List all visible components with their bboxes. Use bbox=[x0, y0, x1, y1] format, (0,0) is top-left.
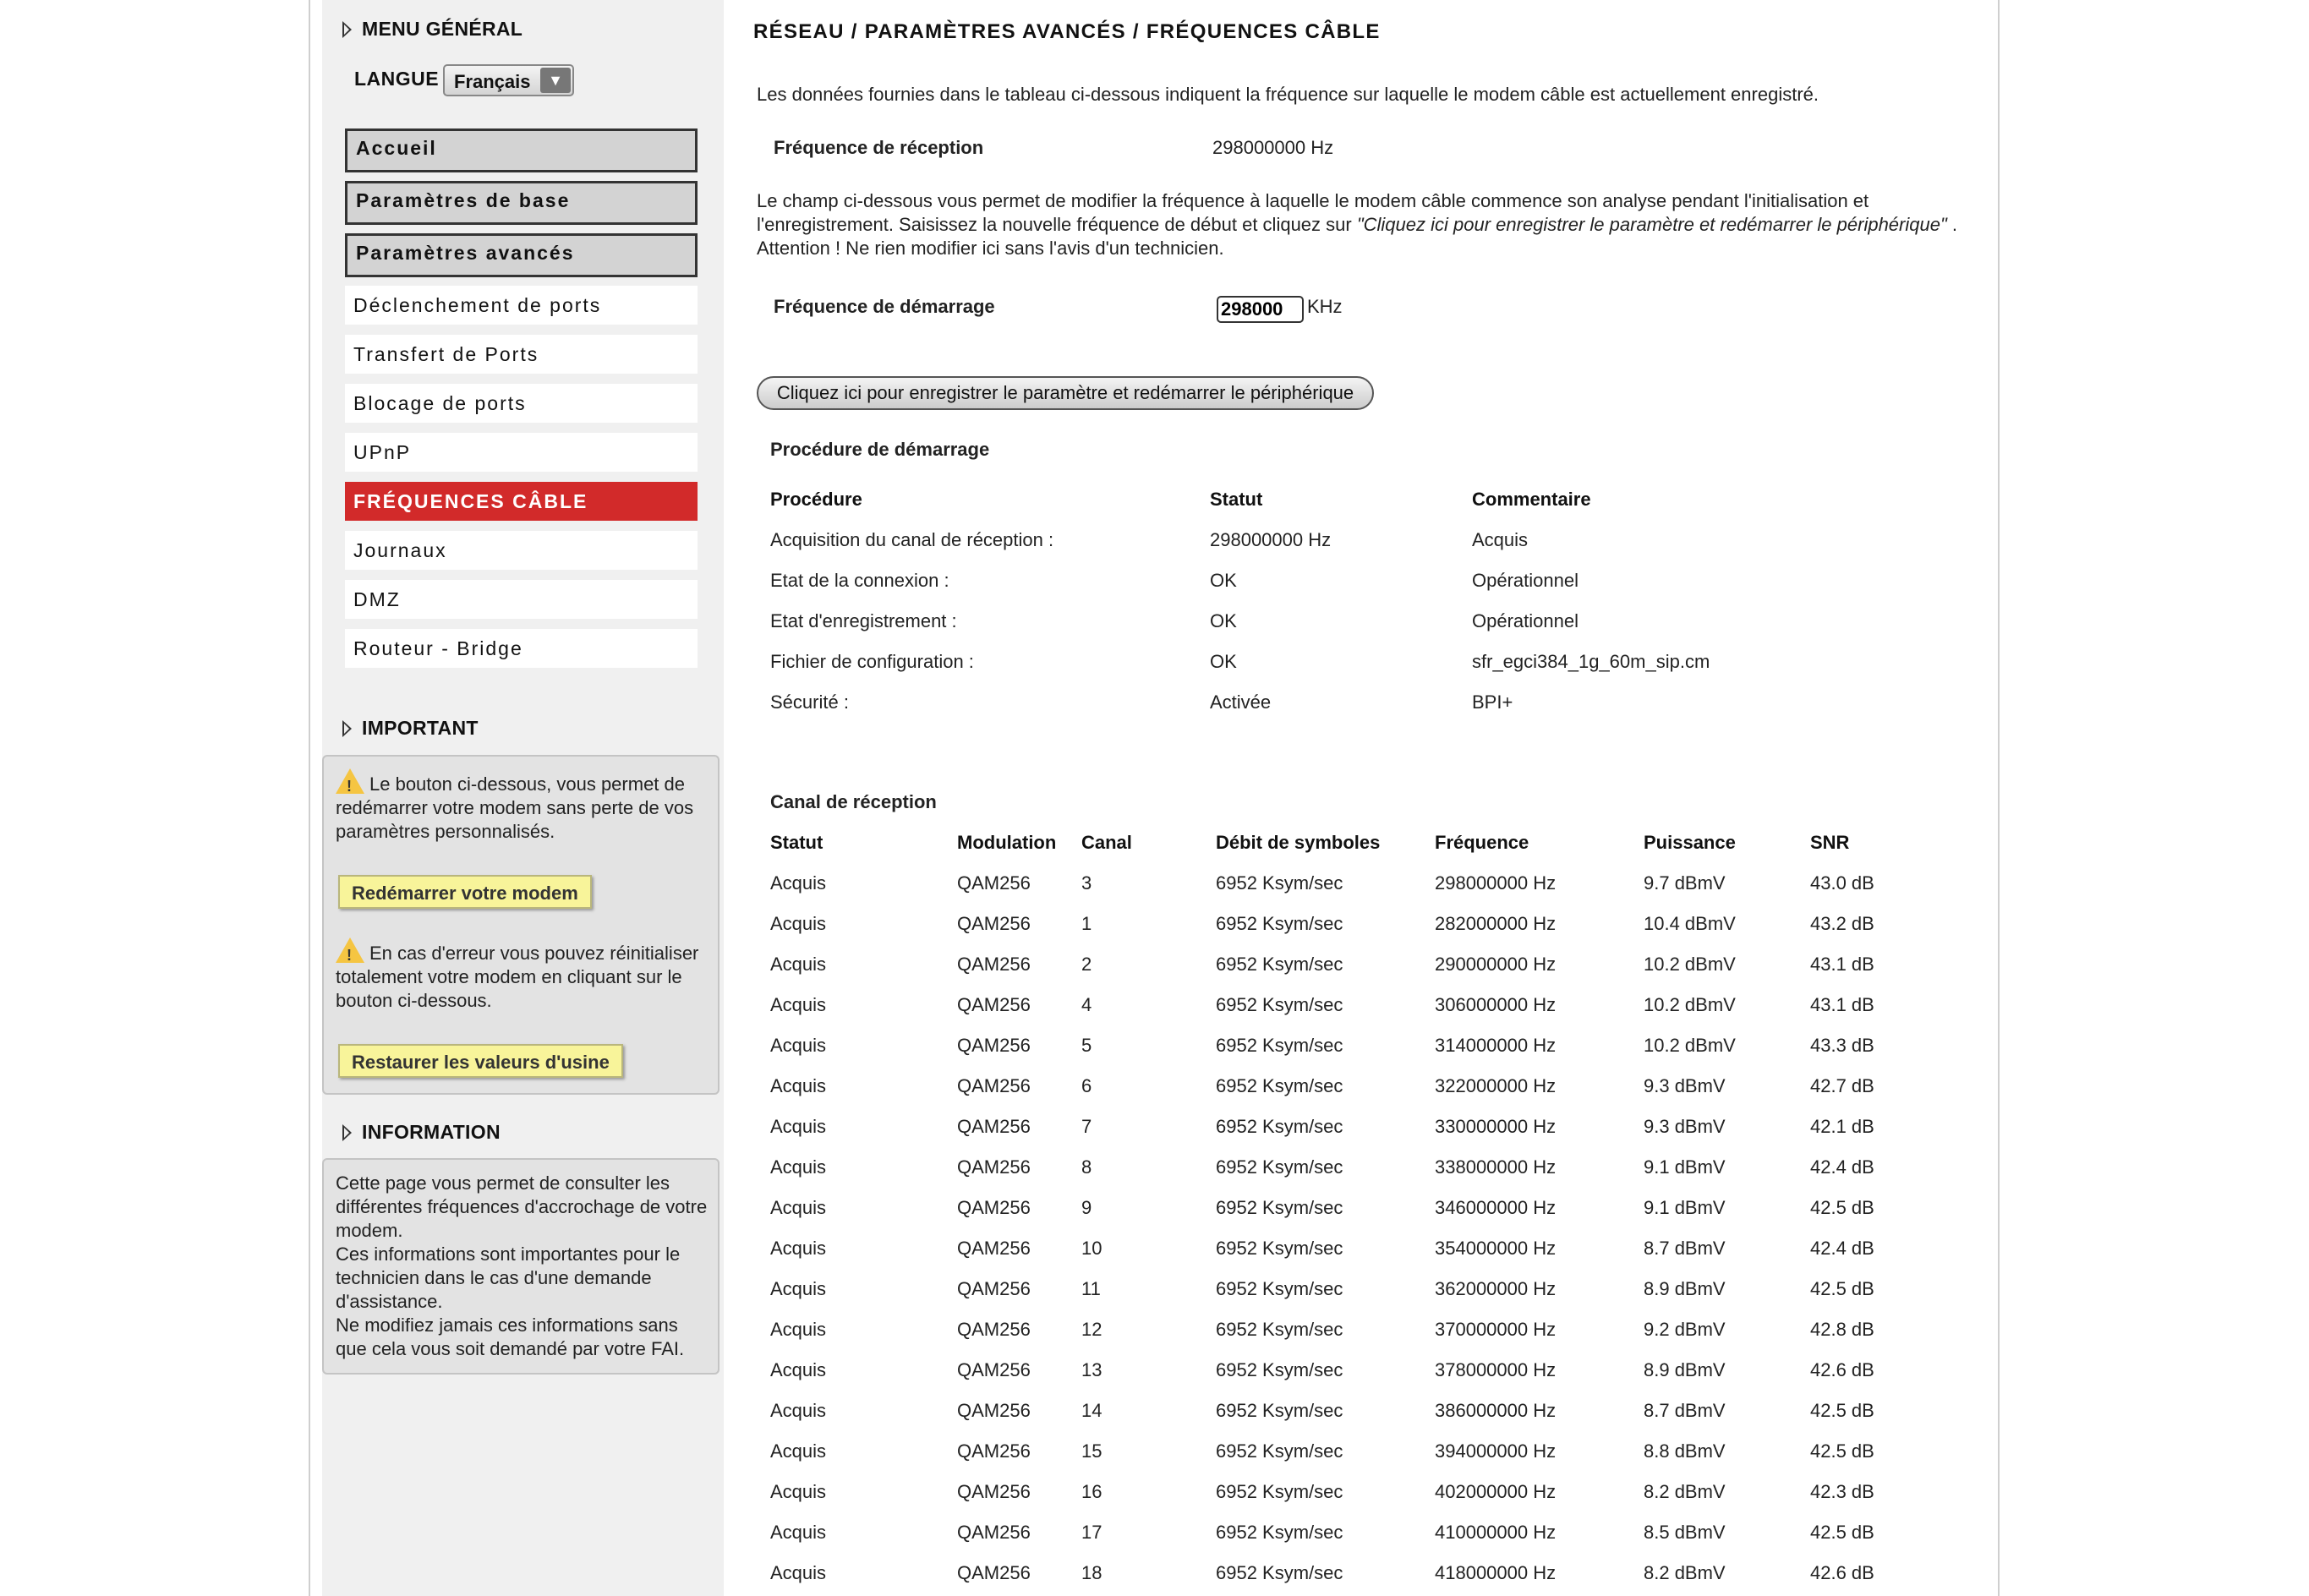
downstream-table-cell: 6952 Ksym/sec bbox=[1216, 872, 1343, 894]
downstream-table-cell: Acquis bbox=[770, 1035, 827, 1056]
warning-icon: ! bbox=[336, 768, 364, 794]
downstream-table-cell: 42.5 dB bbox=[1810, 1197, 1874, 1218]
downstream-table-cell: 42.7 dB bbox=[1810, 1075, 1874, 1096]
downstream-section-title: Canal de réception bbox=[770, 791, 937, 812]
downstream-table-cell: 330000000 Hz bbox=[1435, 1116, 1557, 1137]
downstream-table-header: Débit de symboles bbox=[1216, 832, 1381, 853]
startup-table-cell: Acquis bbox=[1472, 529, 1529, 550]
restart-info: ! Le bouton ci-dessous, vous permet de redémarrer votre modem sans perte de vos paramètres personnalisés. bbox=[336, 768, 708, 844]
factory-reset-button[interactable]: Restaurer les valeurs d'usine bbox=[338, 1044, 623, 1078]
downstream-table-header: SNR bbox=[1810, 832, 1850, 853]
startup-table-header: Procédure bbox=[770, 489, 862, 510]
downstream-table-cell: 4 bbox=[1081, 994, 1092, 1015]
downstream-table-cell: QAM256 bbox=[957, 1075, 1031, 1096]
save-and-restart-button[interactable]: Cliquez ici pour enregistrer le paramètre et redémarrer le périphérique bbox=[757, 376, 1374, 410]
downstream-table-cell: Acquis bbox=[770, 1440, 827, 1462]
downstream-table-cell: 43.0 dB bbox=[1810, 872, 1874, 894]
downstream-table-cell: QAM256 bbox=[957, 872, 1031, 894]
startup-table-cell: OK bbox=[1210, 610, 1237, 631]
downstream-table-cell: 9.7 dBmV bbox=[1644, 872, 1726, 894]
downstream-table-cell: QAM256 bbox=[957, 1238, 1031, 1259]
downstream-table-cell: 6952 Ksym/sec bbox=[1216, 1400, 1343, 1421]
downstream-table-cell: 418000000 Hz bbox=[1435, 1562, 1557, 1583]
downstream-table-cell: 42.5 dB bbox=[1810, 1400, 1874, 1421]
startup-table-cell: sfr_egci384_1g_60m_sip.cm bbox=[1472, 651, 1710, 672]
downstream-table-cell: QAM256 bbox=[957, 1116, 1031, 1137]
downstream-table-cell: 8.2 dBmV bbox=[1644, 1481, 1726, 1502]
downstream-table-cell: 8 bbox=[1081, 1156, 1092, 1178]
intro-text: Les données fournies dans le tableau ci-dessous indiquent la fréquence sur laquelle le modem câble est actuellement enregistré. bbox=[757, 84, 1819, 105]
downstream-table-cell: QAM256 bbox=[957, 1035, 1031, 1056]
downstream-table-cell: 8.9 dBmV bbox=[1644, 1359, 1726, 1380]
downstream-table-header: Statut bbox=[770, 832, 823, 853]
downstream-table-cell: 402000000 Hz bbox=[1435, 1481, 1557, 1502]
downstream-table-cell: Acquis bbox=[770, 1481, 827, 1502]
language-select[interactable] bbox=[443, 64, 574, 96]
downstream-table-cell: 6952 Ksym/sec bbox=[1216, 1562, 1343, 1583]
downstream-table-cell: Acquis bbox=[770, 1522, 827, 1543]
startup-table-cell: 298000000 Hz bbox=[1210, 529, 1332, 550]
downstream-table-cell: 10.4 dBmV bbox=[1644, 913, 1736, 934]
downstream-table-cell: 42.5 dB bbox=[1810, 1440, 1874, 1462]
downstream-table-cell: 10.2 dBmV bbox=[1644, 994, 1736, 1015]
downstream-table-cell: 8.2 dBmV bbox=[1644, 1562, 1726, 1583]
downstream-table-cell: QAM256 bbox=[957, 994, 1031, 1015]
startup-table-cell: Activée bbox=[1210, 691, 1272, 713]
sidebar-item-blocage-de-ports[interactable]: Blocage de ports bbox=[345, 384, 698, 423]
sidebar-item-parametres-avances[interactable]: Paramètres avancés bbox=[345, 233, 698, 277]
downstream-table-cell: 9.3 dBmV bbox=[1644, 1075, 1726, 1096]
downstream-table-cell: QAM256 bbox=[957, 1278, 1031, 1299]
sidebar-item-accueil[interactable]: Accueil bbox=[345, 128, 698, 172]
downstream-table-cell: 8.8 dBmV bbox=[1644, 1440, 1726, 1462]
downstream-table-cell: Acquis bbox=[770, 1400, 827, 1421]
downstream-table-cell: QAM256 bbox=[957, 1522, 1031, 1543]
downstream-table-cell: 282000000 Hz bbox=[1435, 913, 1557, 934]
downstream-table-cell: 10.2 dBmV bbox=[1644, 954, 1736, 975]
language-value: Français bbox=[454, 71, 531, 92]
downstream-table-cell: 6952 Ksym/sec bbox=[1216, 1319, 1343, 1340]
downstream-table-cell: 6952 Ksym/sec bbox=[1216, 954, 1343, 975]
page-title: RÉSEAU / PARAMÈTRES AVANCÉS / FRÉQUENCES CÂBLE bbox=[753, 20, 1381, 43]
downstream-table-cell: 10 bbox=[1081, 1238, 1103, 1259]
description-text: Le champ ci-dessous vous permet de modifier la fréquence à laquelle le modem câble commence son analyse pendant l'initialisation et l'enregistrement. Saisissez la nouvelle fréquence de début et cliquez sur "Cliquez ici pour enregistrer le paramètre et redémarrer le périphérique" . Attention ! Ne rien modifier ici sans l'avis d'un technicien. bbox=[757, 190, 1958, 259]
downstream-table-cell: 42.6 dB bbox=[1810, 1562, 1874, 1583]
downstream-table-cell: 322000000 Hz bbox=[1435, 1075, 1557, 1096]
downstream-table-cell: 43.1 dB bbox=[1810, 954, 1874, 975]
information-panel bbox=[322, 1158, 720, 1375]
triangle-right-icon bbox=[342, 21, 352, 38]
startup-section-title: Procédure de démarrage bbox=[770, 439, 990, 460]
chevron-down-icon: ▼ bbox=[540, 68, 571, 93]
menu-section-title: MENU GÉNÉRAL bbox=[342, 18, 523, 41]
downstream-table-header: Puissance bbox=[1644, 832, 1736, 853]
downstream-table-cell: 42.3 dB bbox=[1810, 1481, 1874, 1502]
sidebar-item-parametres-de-base[interactable]: Paramètres de base bbox=[345, 181, 698, 225]
start-freq-input[interactable] bbox=[1217, 296, 1304, 323]
downstream-table-cell: Acquis bbox=[770, 1156, 827, 1178]
downstream-table-cell: 6952 Ksym/sec bbox=[1216, 1481, 1343, 1502]
downstream-table-cell: 42.4 dB bbox=[1810, 1238, 1874, 1259]
downstream-table-cell: 42.8 dB bbox=[1810, 1319, 1874, 1340]
downstream-table-cell: 12 bbox=[1081, 1319, 1103, 1340]
downstream-table-cell: Acquis bbox=[770, 1238, 827, 1259]
downstream-table-cell: 6952 Ksym/sec bbox=[1216, 1238, 1343, 1259]
downstream-table-cell: QAM256 bbox=[957, 1440, 1031, 1462]
downstream-table-cell: 43.3 dB bbox=[1810, 1035, 1874, 1056]
downstream-table-cell: 8.7 dBmV bbox=[1644, 1400, 1726, 1421]
information-line: Ne modifiez jamais ces informations sans que cela vous soit demandé par votre FAI. bbox=[336, 1315, 685, 1359]
language-label: LANGUE bbox=[354, 68, 440, 90]
downstream-table-cell: QAM256 bbox=[957, 1400, 1031, 1421]
downstream-table-cell: 378000000 Hz bbox=[1435, 1359, 1557, 1380]
startup-table-cell: OK bbox=[1210, 570, 1237, 591]
downstream-table-cell: QAM256 bbox=[957, 1481, 1031, 1502]
downstream-table-cell: 9.3 dBmV bbox=[1644, 1116, 1726, 1137]
downstream-table-cell: 42.5 dB bbox=[1810, 1522, 1874, 1543]
downstream-table-cell: Acquis bbox=[770, 1359, 827, 1380]
downstream-table-cell: 314000000 Hz bbox=[1435, 1035, 1557, 1056]
downstream-table-cell: 9 bbox=[1081, 1197, 1092, 1218]
downstream-table-cell: 13 bbox=[1081, 1359, 1103, 1380]
start-freq-label: Fréquence de démarrage bbox=[774, 296, 995, 317]
downstream-table-cell: 42.1 dB bbox=[1810, 1116, 1874, 1137]
startup-table-header: Commentaire bbox=[1472, 489, 1591, 510]
downstream-table-cell: 6952 Ksym/sec bbox=[1216, 1440, 1343, 1462]
downstream-table-cell: 386000000 Hz bbox=[1435, 1400, 1557, 1421]
information-line: Ces informations sont importantes pour le technicien dans le cas d'une demande d'assistance. bbox=[336, 1243, 681, 1312]
downstream-table-cell: 16 bbox=[1081, 1481, 1103, 1502]
downstream-table-cell: QAM256 bbox=[957, 954, 1031, 975]
important-section-title: IMPORTANT bbox=[342, 717, 479, 740]
startup-table-cell: Opérationnel bbox=[1472, 610, 1579, 631]
downstream-table-cell: 9.1 dBmV bbox=[1644, 1156, 1726, 1178]
downstream-table-cell: Acquis bbox=[770, 994, 827, 1015]
startup-table-cell: Etat de la connexion : bbox=[770, 570, 949, 591]
sidebar-item-dmz[interactable]: DMZ bbox=[345, 580, 698, 619]
downstream-table-cell: 42.5 dB bbox=[1810, 1278, 1874, 1299]
sidebar-item-journaux[interactable]: Journaux bbox=[345, 531, 698, 570]
downstream-table-cell: 6952 Ksym/sec bbox=[1216, 1197, 1343, 1218]
downstream-table-cell: Acquis bbox=[770, 1562, 827, 1583]
downstream-table-cell: 370000000 Hz bbox=[1435, 1319, 1557, 1340]
downstream-table-cell: 9.1 dBmV bbox=[1644, 1197, 1726, 1218]
downstream-table-cell: 42.4 dB bbox=[1810, 1156, 1874, 1178]
downstream-table-header: Fréquence bbox=[1435, 832, 1529, 853]
downstream-table-cell: QAM256 bbox=[957, 913, 1031, 934]
startup-table-cell: Sécurité : bbox=[770, 691, 849, 713]
downstream-table-cell: QAM256 bbox=[957, 1359, 1031, 1380]
downstream-table-cell: 8.9 dBmV bbox=[1644, 1278, 1726, 1299]
downstream-table-cell: 6 bbox=[1081, 1075, 1092, 1096]
downstream-table-cell: 43.2 dB bbox=[1810, 913, 1874, 934]
sidebar-item-declenchement-de-ports[interactable]: Déclenchement de ports bbox=[345, 286, 698, 325]
downstream-table-cell: 9.2 dBmV bbox=[1644, 1319, 1726, 1340]
downstream-table-cell: 15 bbox=[1081, 1440, 1103, 1462]
start-freq-unit: KHz bbox=[1307, 296, 1343, 317]
downstream-table-cell: 3 bbox=[1081, 872, 1092, 894]
downstream-table-cell: 6952 Ksym/sec bbox=[1216, 1278, 1343, 1299]
startup-table-cell: BPI+ bbox=[1472, 691, 1513, 713]
restart-modem-button[interactable]: Redémarrer votre modem bbox=[338, 875, 592, 909]
downstream-table-cell: QAM256 bbox=[957, 1156, 1031, 1178]
warning-icon: ! bbox=[336, 937, 364, 963]
downstream-table-cell: 8.7 dBmV bbox=[1644, 1238, 1726, 1259]
downstream-table-cell: 6952 Ksym/sec bbox=[1216, 913, 1343, 934]
downstream-table-cell: 5 bbox=[1081, 1035, 1092, 1056]
downstream-table-cell: 410000000 Hz bbox=[1435, 1522, 1557, 1543]
sidebar-item-routeur-bridge[interactable]: Routeur - Bridge bbox=[345, 629, 698, 668]
downstream-table-cell: 2 bbox=[1081, 954, 1092, 975]
downstream-table-cell: 362000000 Hz bbox=[1435, 1278, 1557, 1299]
downstream-table-cell: 298000000 Hz bbox=[1435, 872, 1557, 894]
downstream-table-cell: 17 bbox=[1081, 1522, 1103, 1543]
startup-table-cell: Etat d'enregistrement : bbox=[770, 610, 957, 631]
downstream-table-cell: 338000000 Hz bbox=[1435, 1156, 1557, 1178]
downstream-table-cell: QAM256 bbox=[957, 1319, 1031, 1340]
startup-table-header: Statut bbox=[1210, 489, 1263, 510]
downstream-table-cell: 6952 Ksym/sec bbox=[1216, 1035, 1343, 1056]
downstream-table-cell: 306000000 Hz bbox=[1435, 994, 1557, 1015]
downstream-table-header: Canal bbox=[1081, 832, 1132, 853]
reset-info: ! En cas d'erreur vous pouvez réinitialiser totalement votre modem en cliquant sur le bouton ci-dessous. bbox=[336, 937, 708, 1013]
downstream-table-cell: 6952 Ksym/sec bbox=[1216, 1156, 1343, 1178]
downstream-table-cell: Acquis bbox=[770, 1319, 827, 1340]
startup-table-cell: Fichier de configuration : bbox=[770, 651, 974, 672]
downstream-table-cell: 6952 Ksym/sec bbox=[1216, 1075, 1343, 1096]
downstream-table-cell: Acquis bbox=[770, 1116, 827, 1137]
downstream-table-cell: Acquis bbox=[770, 1278, 827, 1299]
information-section-title: INFORMATION bbox=[342, 1121, 501, 1144]
downstream-table-cell: 394000000 Hz bbox=[1435, 1440, 1557, 1462]
startup-table-cell: Opérationnel bbox=[1472, 570, 1579, 591]
downstream-table-cell: 43.1 dB bbox=[1810, 994, 1874, 1015]
downstream-table-cell: 11 bbox=[1081, 1278, 1101, 1299]
rx-freq-value: 298000000 Hz bbox=[1212, 137, 1334, 158]
downstream-table-header: Modulation bbox=[957, 832, 1057, 853]
downstream-table-cell: Acquis bbox=[770, 954, 827, 975]
downstream-table-cell: 42.6 dB bbox=[1810, 1359, 1874, 1380]
downstream-table-cell: 290000000 Hz bbox=[1435, 954, 1557, 975]
downstream-table-cell: Acquis bbox=[770, 872, 827, 894]
sidebar-item-upnp[interactable]: UPnP bbox=[345, 433, 698, 472]
downstream-table-cell: Acquis bbox=[770, 1075, 827, 1096]
downstream-table-cell: 6952 Ksym/sec bbox=[1216, 1116, 1343, 1137]
startup-table-cell: OK bbox=[1210, 651, 1237, 672]
downstream-table-cell: 8.5 dBmV bbox=[1644, 1522, 1726, 1543]
sidebar-item-frequences-cable[interactable]: FRÉQUENCES CÂBLE bbox=[345, 482, 698, 521]
startup-table-cell: Acquisition du canal de réception : bbox=[770, 529, 1054, 550]
downstream-table-cell: 18 bbox=[1081, 1562, 1103, 1583]
sidebar-item-transfert-de-ports[interactable]: Transfert de Ports bbox=[345, 335, 698, 374]
downstream-table-cell: 1 bbox=[1081, 913, 1092, 934]
downstream-table-cell: 7 bbox=[1081, 1116, 1092, 1137]
triangle-right-icon bbox=[342, 720, 352, 737]
downstream-table-cell: 346000000 Hz bbox=[1435, 1197, 1557, 1218]
downstream-table-cell: 6952 Ksym/sec bbox=[1216, 1522, 1343, 1543]
downstream-table-cell: Acquis bbox=[770, 1197, 827, 1218]
downstream-table-cell: 6952 Ksym/sec bbox=[1216, 1359, 1343, 1380]
information-line: Cette page vous permet de consulter les différentes fréquences d'accrochage de votre modem. bbox=[336, 1172, 708, 1241]
triangle-right-icon bbox=[342, 1124, 352, 1141]
downstream-table-cell: Acquis bbox=[770, 913, 827, 934]
downstream-table-cell: 10.2 dBmV bbox=[1644, 1035, 1736, 1056]
downstream-table-cell: 6952 Ksym/sec bbox=[1216, 994, 1343, 1015]
downstream-table-cell: 14 bbox=[1081, 1400, 1103, 1421]
downstream-table-cell: QAM256 bbox=[957, 1562, 1031, 1583]
rx-freq-label: Fréquence de réception bbox=[774, 137, 984, 158]
downstream-table-cell: 354000000 Hz bbox=[1435, 1238, 1557, 1259]
downstream-table-cell: QAM256 bbox=[957, 1197, 1031, 1218]
